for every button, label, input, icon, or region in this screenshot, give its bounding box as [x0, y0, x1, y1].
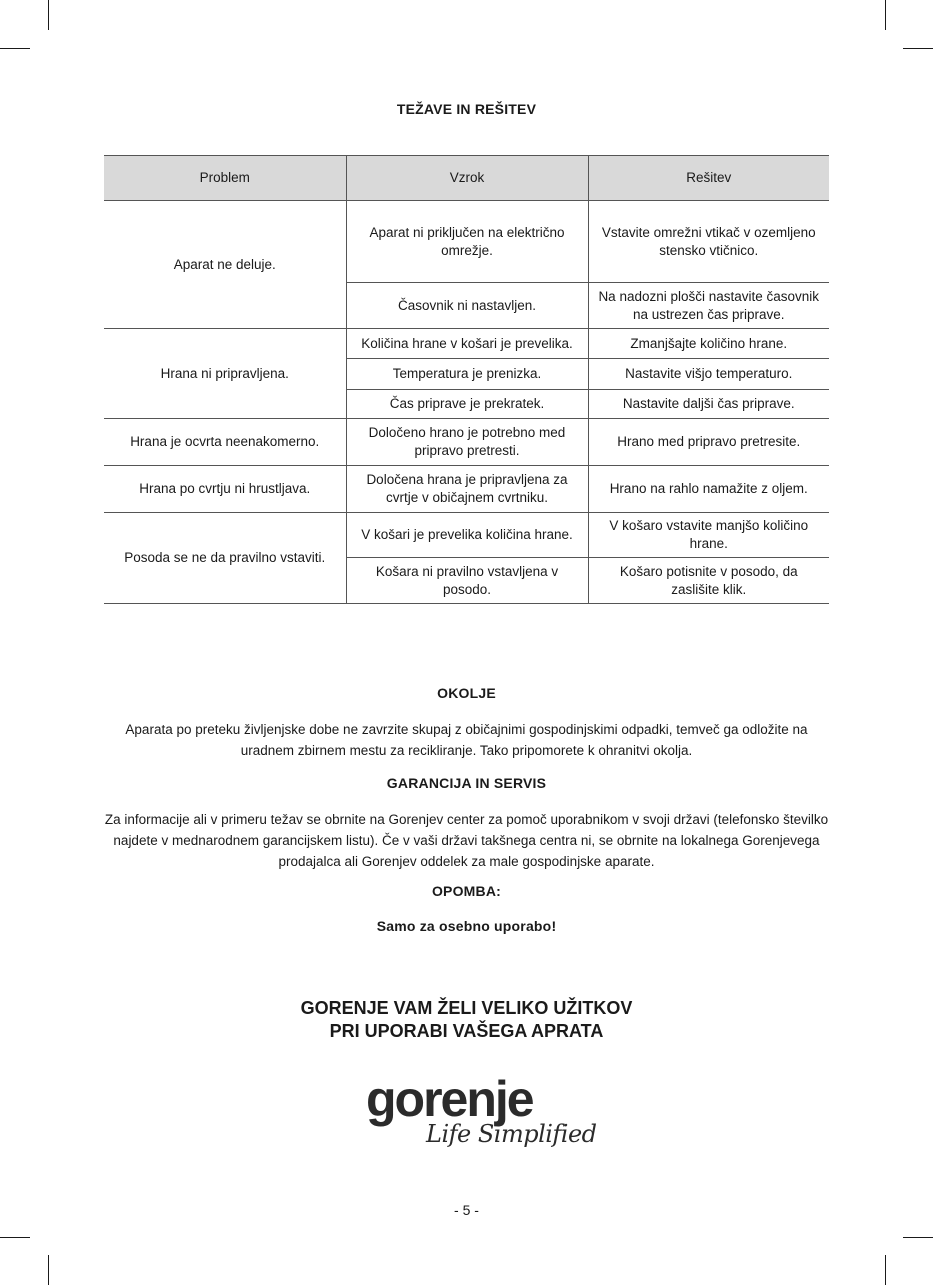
section-title: TEŽAVE IN REŠITEV — [396, 101, 537, 117]
cause-cell: Aparat ni priključen na električno omrežje. — [346, 201, 588, 283]
solution-cell: Hrano na rahlo namažite z oljem. — [588, 466, 829, 513]
solution-cell: V košaro vstavite manjšo količino hrane. — [588, 513, 829, 558]
problem-cell: Hrana je ocvrta neenakomerno. — [104, 419, 346, 466]
cause-cell: Čas priprave je prekratek. — [346, 390, 588, 419]
cause-cell: Določena hrana je pripravljena za cvrtje v običajnem cvrtniku. — [346, 466, 588, 513]
solution-cell: Na nadozni plošči nastavite časovnik na ustrezen čas priprave. — [588, 283, 829, 329]
crop-mark — [48, 1255, 49, 1285]
troubleshooting-table — [104, 155, 829, 604]
cause-cell: Časovnik ni nastavljen. — [346, 283, 588, 329]
column-header-solution: Rešitev — [588, 156, 829, 201]
solution-cell: Košaro potisnite v posodo, da zaslišite klik. — [588, 558, 829, 604]
gorenje-logo: gorenje — [366, 1071, 533, 1127]
warranty-text: Za informacije ali v primeru težav se obrnite na Gorenjev center za pomoč uporabnikom v svoji državi (telefonsko številko najdete v mednarodnem garancijskem listu). Če v vaši državi takšnega centra ni, se obrnite na lokalnega Gorenjevega prodajalca ali Gorenjev oddelek za male gospodinjske aparate. — [104, 812, 829, 869]
slogan-line-1: GORENJE VAM ŽELI VELIKO UŽITKOV — [300, 998, 633, 1018]
logo-tagline: Life Simplified — [426, 1120, 597, 1148]
cause-cell: Količina hrane v košari je prevelika. — [346, 329, 588, 359]
cause-cell: Določeno hrano je potrebno med pripravo pretresti. — [346, 419, 588, 466]
table-row — [104, 513, 829, 558]
solution-cell: Vstavite omrežni vtikač v ozemljeno stensko vtičnico. — [588, 201, 829, 283]
crop-mark — [0, 48, 30, 49]
table-header-row — [104, 156, 829, 201]
crop-mark — [903, 1237, 933, 1238]
column-header-cause: Vzrok — [346, 156, 588, 201]
solution-cell: Zmanjšajte količino hrane. — [588, 329, 829, 359]
crop-mark — [903, 48, 933, 49]
table-row — [104, 329, 829, 359]
problem-cell: Posoda se ne da pravilno vstaviti. — [104, 513, 346, 604]
crop-mark — [885, 0, 886, 30]
crop-mark — [885, 1255, 886, 1285]
problem-cell: Hrana po cvrtju ni hrustljava. — [104, 466, 346, 513]
solution-cell: Nastavite daljši čas priprave. — [588, 390, 829, 419]
table-row — [104, 419, 829, 466]
page-number: - 5 - — [454, 1202, 479, 1218]
slogan — [0, 997, 933, 1043]
table-row — [104, 201, 829, 283]
table-row — [104, 466, 829, 513]
environment-text: Aparata po preteku življenjske dobe ne zavrzite skupaj z običajnimi gospodinjskimi odpadki, temveč ga odložite na uradnem zbirnem mestu za recikliranje. Tako pripomorete k ohranitvi okolja. — [125, 722, 808, 758]
warranty-title: GARANCIJA IN SERVIS — [386, 775, 547, 791]
environment-title: OKOLJE — [437, 685, 496, 701]
solution-cell: Hrano med pripravo pretresite. — [588, 419, 829, 466]
column-header-problem: Problem — [104, 156, 346, 201]
solution-cell: Nastavite višjo temperaturo. — [588, 359, 829, 390]
crop-mark — [0, 1237, 30, 1238]
cause-cell: Košara ni pravilno vstavljena v posodo. — [346, 558, 588, 604]
cause-cell: V košari je prevelika količina hrane. — [346, 513, 588, 558]
note-title: OPOMBA: — [431, 883, 502, 899]
note-text: Samo za osebno uporabo! — [376, 918, 557, 934]
problem-cell: Aparat ne deluje. — [104, 201, 346, 329]
crop-mark — [48, 0, 49, 30]
slogan-line-2: PRI UPORABI VAŠEGA APRATA — [329, 1021, 604, 1041]
cause-cell: Temperatura je prenizka. — [346, 359, 588, 390]
problem-cell: Hrana ni pripravljena. — [104, 329, 346, 419]
